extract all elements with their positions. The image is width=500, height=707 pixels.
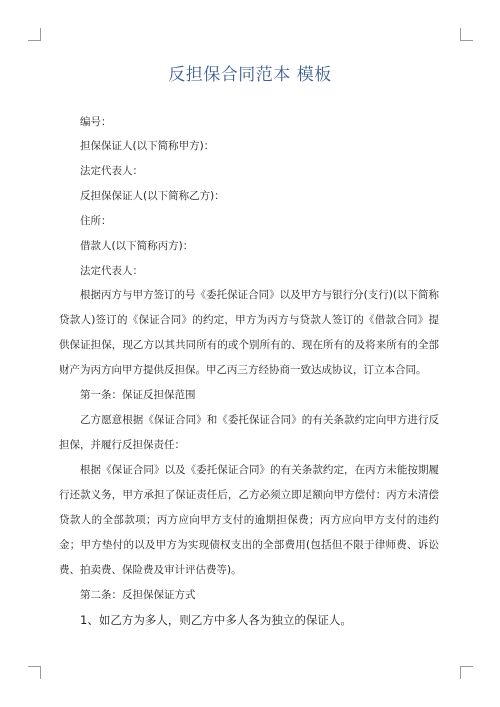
field-counter-guarantor: 反担保保证人(以下简称乙方)： [80,190,225,202]
paragraph-article-1-detail: 根据《保证合同》以及《委托保证合同》的有关条款约定，在丙方未能按期履行还款义务，甲方承担了保证责任后，乙方必须立即足额向甲方偿付：丙方未清偿贷款人的全部款项；丙方应向甲方支付的逾期担保费；丙方应向甲方支付的违约金；甲方垫付的以及甲方为实现债权支出的全部费用(包括但不限于律师费、诉讼费、拍卖费、保险费及审计评估费等)。 [59,464,439,576]
field-legal-representative-a: 法定代表人： [80,165,143,177]
document-title: 反担保合同范本 模板 [168,65,332,85]
field-number: 编号： [80,116,112,128]
article-1-heading: 第一条：保证反担保范围 [80,389,196,401]
field-legal-representative-c: 法定代表人： [80,265,143,277]
field-borrower: 借款人(以下简称丙方)： [80,240,194,252]
crop-mark-bottom-right [460,666,473,679]
paragraph-article-1-intro: 乙方愿意根据《保证合同》和《委托保证合同》的有关条款约定向甲方进行反担保，并履行反担保责任： [59,414,439,451]
paragraph-preamble: 根据丙方与甲方签订的号《委托保证合同》以及甲方与银行分(支行)(以下简称贷款人)签订的《保证合同》的约定，甲方为丙方与贷款人签订的《借款合同》提供保证担保，现乙方以其共同所有的或个别所有的、现在所有的及将来所有的全部财产为丙方向甲方提供反担保。甲乙丙三方经协商一致达成协议，订立本合同。 [59,289,439,376]
article-2-heading: 第二条：反担保保证方式 [80,589,196,601]
crop-mark-bottom-left [28,666,41,679]
paragraph-article-2-item-1: 1、如乙方为多人，则乙方中多人各为独立的保证人。 [80,613,352,627]
field-address: 住所： [80,215,112,227]
field-guarantor: 担保保证人(以下简称甲方)： [80,140,215,152]
crop-mark-top-right [460,28,473,41]
crop-mark-top-left [28,28,41,41]
